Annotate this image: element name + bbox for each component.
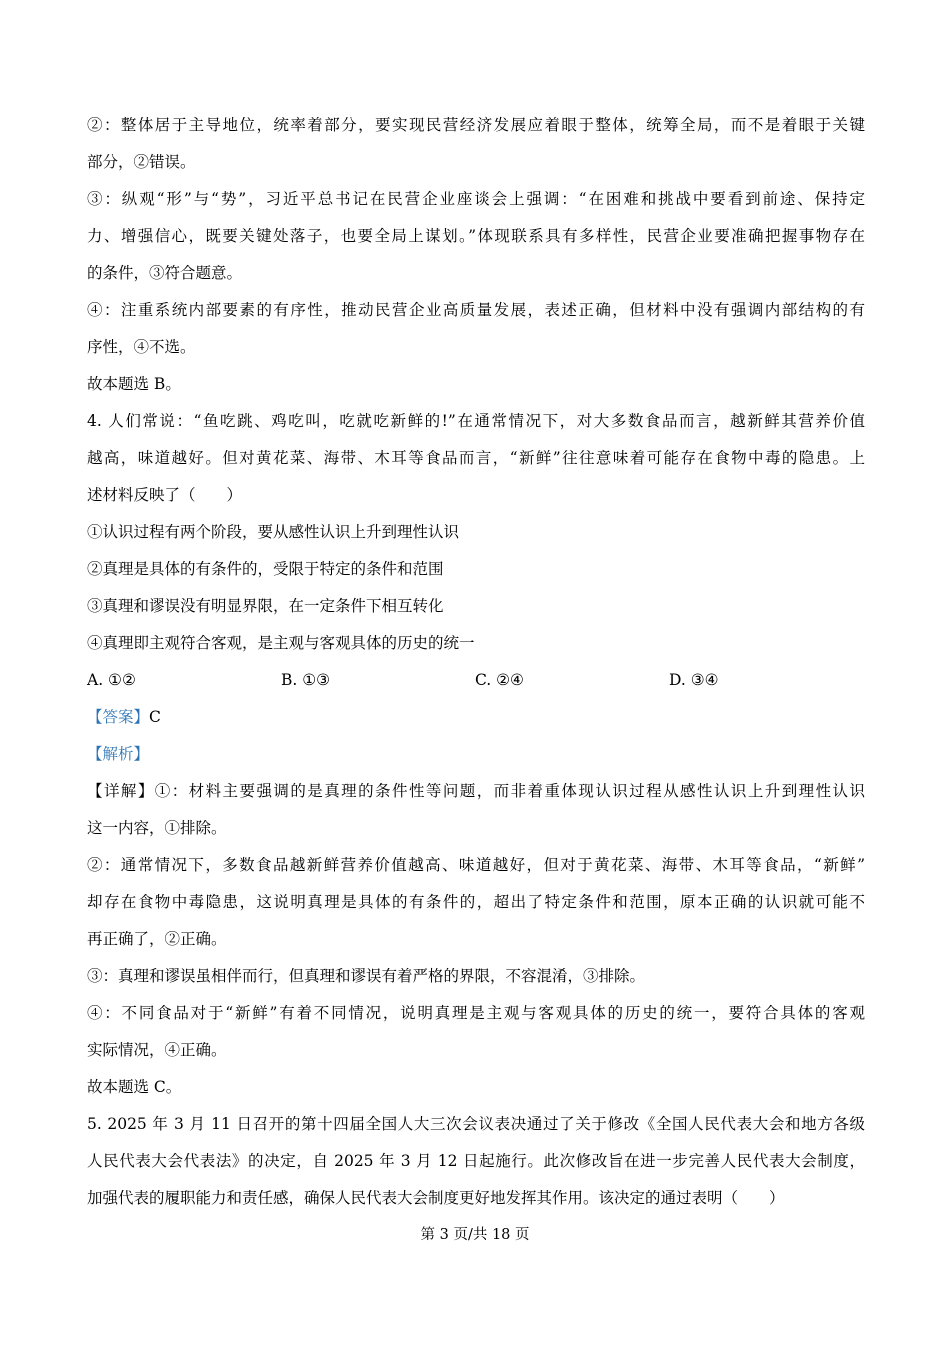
question-stem-line: 4. 人们常说：“鱼吃跳、鸡吃叫，吃就吃新鲜的!”在通常情况下，对大多数食品而言，越新鲜其营养价值 xyxy=(87,412,865,430)
page-content xyxy=(87,107,865,1217)
text-line: ②：通常情况下，多数食品越新鲜营养价值越高、味道越好，但对于黄花菜、海带、木耳等食品，“新鲜” xyxy=(87,856,865,874)
text-line: ④：注重系统内部要素的有序性，推动民营企业高质量发展，表述正确，但材料中没有强调内部结构的有 xyxy=(87,301,865,319)
text-line: 再正确了，②正确。 xyxy=(87,930,227,948)
text-line: 力、增强信心，既要关键处落子，也要全局上谋划。”体现联系具有多样性，民营企业要准确把握事物存在 xyxy=(87,227,865,245)
text-line: 序性，④不选。 xyxy=(87,338,196,356)
detail-tag: 【详解】 xyxy=(87,782,155,800)
option-c: C. ②④ xyxy=(475,671,524,689)
statement-item: ①认识过程有两个阶段，要从感性认识上升到理性认识 xyxy=(87,523,460,541)
page-footer: 第 3 页/共 18 页 xyxy=(420,1227,530,1243)
text-line: 却存在食物中毒隐患，这说明真理是具体的有条件的，超出了特定条件和范围，原本正确的认识就可能不 xyxy=(87,893,865,911)
text-line: 这一内容，①排除。 xyxy=(87,819,227,837)
text-line: 的条件，③符合题意。 xyxy=(87,264,243,282)
statement-item: ④真理即主观符合客观，是主观与客观具体的历史的统一 xyxy=(87,634,475,652)
conclusion-line: 故本题选 C。 xyxy=(87,1078,182,1096)
text-line: 实际情况，④正确。 xyxy=(87,1041,227,1059)
question-stem-line: 人民代表大会代表法》的决定，自 2025 年 3 月 12 日起施行。此次修改旨在进一步完善人民代表大会制度， xyxy=(87,1152,865,1170)
conclusion-line: 故本题选 B。 xyxy=(87,375,181,393)
question-stem-line: 加强代表的履职能力和责任感，确保人民代表大会制度更好地发挥其作用。该决定的通过表明（ ） xyxy=(87,1189,785,1207)
statement-item: ②真理是具体的有条件的，受限于特定的条件和范围 xyxy=(87,560,444,578)
answer-value: C xyxy=(149,708,161,726)
option-a: A. ①② xyxy=(87,671,136,689)
option-d: D. ③④ xyxy=(669,671,719,689)
text-line: 部分，②错误。 xyxy=(87,153,196,171)
option-b: B. ①③ xyxy=(281,671,331,689)
text-line: ③：纵观“形”与“势”，习近平总书记在民营企业座谈会上强调：“在困难和挑战中要看到前途、保持定 xyxy=(87,190,865,208)
text-line: ②：整体居于主导地位，统率着部分，要实现民营经济发展应着眼于整体，统筹全局，而不是着眼于关键 xyxy=(87,116,865,134)
answer-line xyxy=(87,699,865,736)
answer-tag: 【答案】 xyxy=(87,708,150,726)
detail-line xyxy=(87,773,865,810)
text-line: ③：真理和谬误虽相伴而行，但真理和谬误有着严格的界限，不容混淆，③排除。 xyxy=(87,967,646,985)
detail-text: ①：材料主要强调的是真理的条件性等问题，而非着重体现认识过程从感性认识上升到理性认识 xyxy=(154,782,865,800)
question-stem-line: 5. 2025 年 3 月 11 日召开的第十四届全国人大三次会议表决通过了关于修改《全国人民代表大会和地方各级 xyxy=(87,1115,865,1133)
statement-item: ③真理和谬误没有明显界限，在一定条件下相互转化 xyxy=(87,597,444,615)
text-line: ④：不同食品对于“新鲜”有着不同情况，说明真理是主观与客观具体的历史的统一，要符合具体的客观 xyxy=(87,1004,865,1022)
analysis-line xyxy=(87,736,865,773)
question-stem-line: 述材料反映了（ ） xyxy=(87,486,243,504)
analysis-tag: 【解析】 xyxy=(87,745,150,763)
answer-options xyxy=(87,662,865,699)
question-stem-line: 越高，味道越好。但对黄花菜、海带、木耳等食品而言，“新鲜”往往意味着可能存在食物中毒的隐患。上 xyxy=(87,449,865,467)
